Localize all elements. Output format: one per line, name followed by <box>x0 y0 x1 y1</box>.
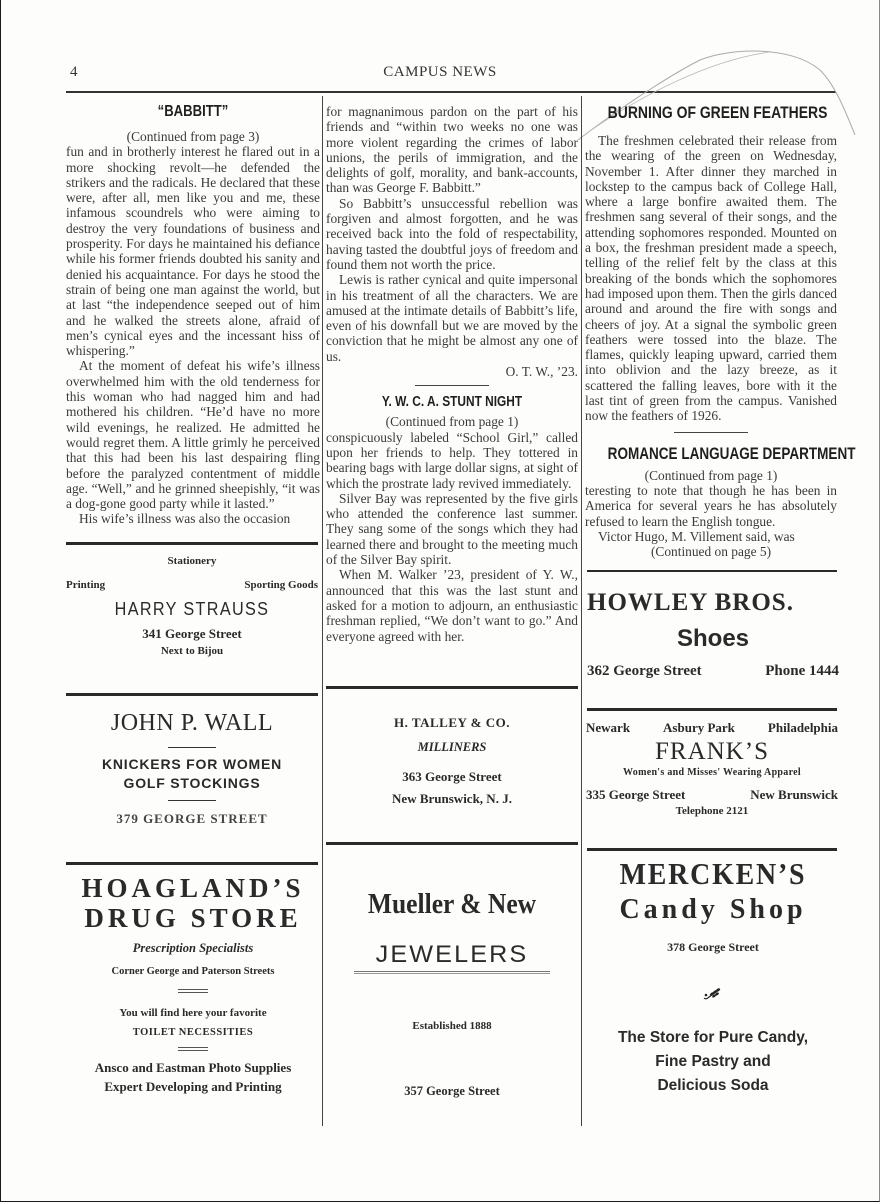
column-3 <box>585 103 856 560</box>
ad-rule <box>587 708 837 711</box>
ywca-headline: Y. W. C. A. STUNT NIGHT <box>381 394 523 411</box>
talley-address: 363 George Street <box>402 769 502 784</box>
ad-howley-bros <box>587 589 839 680</box>
babbitt-continued-from: (Continued from page 3) <box>126 129 260 144</box>
babbitt-paragraph: So Babbitt’s unsuccessful rebellion was forgiven and almost forgotten, and he was received back into the fold of respectability, having tasted the doubtful joys of freedom and found them not worth the price. <box>326 195 578 272</box>
hoagland-divider <box>178 1047 208 1051</box>
romance-headline: ROMANCE LANGUAGE DEPARTMENT <box>607 444 856 463</box>
ad-rule <box>326 686 578 689</box>
green-feathers-headline: BURNING OF GREEN FEATHERS <box>607 103 828 122</box>
ad-rule <box>587 570 837 572</box>
hoagland-name-line2: DRUG STORE <box>84 903 302 933</box>
franks-name: FRANK’S <box>655 738 769 765</box>
ad-john-p-wall <box>66 710 318 827</box>
ywca-paragraph: conspicuously labeled “School Girl,” called upon her friends to help. They tottered in bearing bags with large dollar signs, at sight of which the prostrate lady revived immediately. <box>326 429 578 491</box>
mercken-name: MERCKEN’S <box>619 856 807 891</box>
wall-divider <box>168 747 216 748</box>
franks-city: Asbury Park <box>663 720 735 735</box>
franks-address: 335 George Street <box>586 787 686 802</box>
wall-divider <box>168 800 216 801</box>
romance-continued-from: (Continued from page 1) <box>644 467 778 483</box>
ad-rule <box>66 862 318 865</box>
mueller-address: 357 George Street <box>404 1084 500 1098</box>
babbitt-paragraph: At the moment of defeat his wife’s illness overwhelmed him with the old tenderness for this woman who had nagged him and had mothered his children. “He’d have no more wild evenings, he realized. He admitted he would regret them. A little grimly he perceived that this had been his last despairing fling before the paralyzed contentment of middle age. “Well,” and he grinned sheepishly, “it was a dog-gone good party while it lasted.” <box>66 358 320 512</box>
hoagland-tagline: Prescription Specialists <box>132 941 254 955</box>
strauss-sporting-goods: Sporting Goods <box>244 579 318 591</box>
franks-city: Philadelphia <box>767 720 838 735</box>
romance-paragraph: Victor Hugo, M. Villement said, was <box>598 528 795 544</box>
hoagland-line1: You will find here your favorite <box>119 1007 267 1019</box>
hoagland-name-line1: HOAGLAND’S <box>81 873 305 903</box>
ad-hoaglands-drug-store <box>66 873 320 1095</box>
strauss-printing: Printing <box>66 579 106 591</box>
green-feathers-article <box>585 133 837 424</box>
talley-trade: MILLINERS <box>417 740 487 754</box>
ad-rule <box>66 542 318 545</box>
hoagland-line4: Expert Developing and Printing <box>104 1079 282 1094</box>
babbitt-paragraph: Lewis is rather cynical and quite impersonal in his treatment of all the characters. We are amused at the intimate details of Babbitt’s life, even of his downfall but we are moved by the conviction that he might be almost any one of us. <box>326 272 578 364</box>
hoagland-divider <box>178 989 208 993</box>
babbitt-paragraph: fun and in brotherly interest he flared out in a more shocking revolt—he defended the strikers and the radicals. He declared that these were, after all, men like you and me, these infamous scoundrels who were aiming to destroy the very foundations of business and prosperity. For days he maintained his defiance while his former friends doubted his sanity and denied his acquaintance. For days he stood the strain of being one man against the world, but at last “the independence seeped out of him and he walked the streets alone, afraid of men’s cynical eyes and the incessant hiss of whispering.” <box>66 144 320 359</box>
babbitt-paragraph: His wife’s illness was also the occasion <box>79 511 291 527</box>
strauss-name: HARRY STRAUSS <box>114 599 270 619</box>
romance-continued-on: (Continued on page 5) <box>650 544 772 560</box>
ywca-continued-from: (Continued from page 1) <box>385 414 519 430</box>
strauss-address: 341 George Street <box>142 626 242 641</box>
babbitt-article-continued <box>326 104 578 379</box>
mercken-line2: Fine Pastry and <box>655 1053 771 1070</box>
hoagland-location: Corner George and Paterson Streets <box>111 966 275 977</box>
hoagland-line3: Ansco and Eastman Photo Supplies <box>94 1060 292 1075</box>
ad-harry-strauss <box>66 555 318 657</box>
howley-address: 362 George Street <box>587 663 702 679</box>
ad-rule <box>326 842 578 845</box>
howley-trade: Shoes <box>676 625 750 652</box>
ywca-paragraph: When M. Walker ’23, president of Y. W., announced that this was the last stunt and asked for a motion to adjourn, an enthusiastic freshman replied, “We don’t want to go.” And everyone agreed with her. <box>326 567 578 644</box>
franks-trade: Women's and Misses' Wearing Apparel <box>623 767 801 778</box>
wall-address: 379 GEORGE STREET <box>116 811 268 826</box>
mercken-trade: Candy Shop <box>619 894 807 925</box>
ad-h-talley-co <box>326 715 578 807</box>
page-number: 4 <box>70 64 78 80</box>
green-feathers-paragraph: The freshmen celebrated their release from the wearing of the green on Wednesday, November 1. After dinner they marched in lockstep to the campus back of College Hall, where a large bonfire awaited them. The freshmen sang several of their songs, and the attending sophomores responded. Mounted on a box, the freshman president made a speech, telling of the relief felt by the class at this breaking of the bonds which the sophomores had imposed upon them. Then the girls danced around and around the fire with songs and cheers of joy. At a signal the symbolic green feathers were tossed into the blaze. The flames, quickly leaping upward, carried them into oblivion and the lazy breeze, as it scattered the falling leaves, bore with it the last tint of green from the campus. Vanished now the feathers of 1926. <box>585 133 837 424</box>
franks-telephone: Telephone 2121 <box>675 805 749 817</box>
mueller-name: Mueller & New <box>367 888 537 920</box>
ad-mueller-and-new <box>326 888 578 1099</box>
franks-city: Newark <box>586 720 631 735</box>
strauss-stationery: Stationery <box>167 555 217 567</box>
wall-line2: GOLF STOCKINGS <box>123 775 261 791</box>
ad-franks <box>586 720 838 817</box>
column-rule-1 <box>322 96 323 1126</box>
mercken-address: 378 George Street <box>667 940 759 954</box>
talley-city: New Brunswick, N. J. <box>392 791 512 806</box>
ywca-article <box>326 430 578 644</box>
babbitt-signature: O. T. W., ’23. <box>505 364 578 380</box>
mueller-divider <box>354 971 550 974</box>
romance-article <box>585 483 837 544</box>
wall-name: JOHN P. WALL <box>110 710 274 736</box>
column-2 <box>326 104 578 644</box>
ad-rule <box>587 848 837 851</box>
column-rule-2 <box>581 96 582 1126</box>
hoagland-line2: TOILET NECESSITIES <box>132 1027 254 1038</box>
article-divider <box>415 385 489 386</box>
mueller-trade: JEWELERS <box>375 941 529 968</box>
babbitt-article <box>66 144 320 526</box>
howley-name: HOWLEY BROS. <box>587 589 794 616</box>
ad-rule <box>66 693 318 696</box>
column-1 <box>66 95 320 527</box>
romance-paragraph: teresting to note that though he has been in America for several years he has absolutely refused to learn the English tongue. <box>585 482 837 529</box>
mueller-established: Established 1888 <box>412 1020 492 1032</box>
babbitt-headline: “BABBITT” <box>157 103 229 120</box>
ad-merckens-candy-shop <box>587 856 839 1095</box>
babbitt-paragraph: for magnanimous pardon on the part of his friends and “within two weeks no one was more violent regarding the crimes of labor unions, the perils of immigration, and the delights of golf, morality, and bank-accounts, than was George F. Babbitt.” <box>326 104 578 196</box>
publication-title: CAMPUS NEWS <box>383 64 497 80</box>
howley-phone: Phone 1444 <box>765 663 839 679</box>
header-rule <box>66 91 836 93</box>
ywca-paragraph: Silver Bay was represented by the five girls who attended the conference last summer. They sang some of the songs which they had learned there and brought to the meeting much of the Silver Bay spirit. <box>326 490 578 568</box>
article-divider <box>674 432 748 433</box>
wall-line1: KNICKERS FOR WOMEN <box>101 756 283 772</box>
strauss-note: Next to Bijou <box>160 645 224 657</box>
mercken-line1: The Store for Pure Candy, <box>617 1029 809 1046</box>
franks-city-local: New Brunswick <box>750 787 838 802</box>
leaf-ornament-icon <box>702 985 724 1001</box>
mercken-line3: Delicious Soda <box>657 1077 769 1094</box>
talley-name: H. TALLEY & CO. <box>394 715 510 730</box>
